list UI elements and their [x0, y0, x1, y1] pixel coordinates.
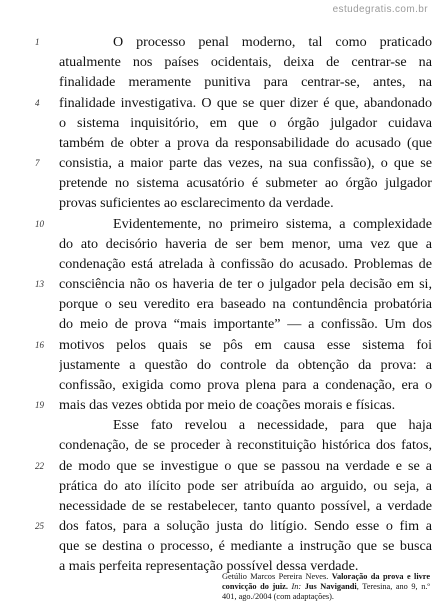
line-number: 22: [35, 460, 44, 471]
line-text: consistia, a maior parte das vezes, na sua confissão), o que se: [59, 155, 432, 172]
text-line: [0, 193, 434, 213]
line-text: dos fatos, para a solução justa do litígio. Sendo esse o fim a: [59, 518, 432, 535]
text-line: [0, 375, 434, 395]
line-text: condenação, de se proceder à reconstituição histórica dos fatos,: [59, 437, 432, 454]
text-line: [0, 516, 434, 536]
text-line: [0, 254, 434, 274]
line-text: necessidade de se restabelecer, tanto quanto possível, a verdade: [59, 497, 432, 514]
text-line: [0, 395, 434, 415]
line-number: 7: [35, 158, 40, 169]
line-number: 10: [35, 218, 44, 229]
source-author: Getúlio Marcos Pereira Neves.: [222, 572, 332, 581]
line-text: prática do ato ilícito pode ser atribuída ao arguido, ou seja, a: [59, 477, 432, 494]
source-citation: [222, 572, 430, 602]
source-in-label: In:: [287, 582, 305, 591]
text-line: [0, 133, 434, 153]
text-line: [0, 234, 434, 254]
text-line: [0, 496, 434, 516]
line-text: de modo que se investigue o que se passou na verdade e se a: [59, 457, 432, 474]
line-text: confissão, exigida como prova plena para a condenação, era o: [59, 376, 432, 393]
line-number: 19: [35, 400, 44, 411]
line-text: pretende no sistema acusatório é submeter ao órgão julgador: [59, 175, 432, 192]
passage-text: [0, 32, 434, 577]
text-line: [0, 274, 434, 294]
line-text: provas suficientes ao esclarecimento da verdade.: [59, 195, 334, 212]
text-line: [0, 355, 434, 375]
line-number: 1: [35, 37, 40, 47]
line-text: O processo penal moderno, tal como praticado: [113, 34, 432, 50]
line-number: 25: [35, 521, 44, 532]
line-text: finalidade investigativa. O que se quer dizer é que, abandonado: [59, 94, 432, 111]
line-text: que se destina o processo, é mediante a instrução que se busca: [59, 538, 432, 555]
line-text: atualmente nos países ocidentais, deixa de centrar-se na: [59, 54, 432, 71]
line-text: mais das vezes obtida por meio de coações morais e físicas.: [59, 397, 396, 414]
line-text: do meio de prova “mais importante” — a confissão. Um dos: [59, 316, 432, 333]
watermark: estudegratis.com.br: [332, 4, 428, 15]
text-line: [0, 72, 434, 92]
text-line: [0, 314, 434, 334]
line-number: 16: [35, 339, 44, 350]
line-text: o sistema inquisitório, em que o órgão julgador cuidava: [59, 114, 432, 131]
source-title: Valoração da prova e livre convicção do juiz.: [222, 572, 431, 591]
text-line: [0, 153, 434, 173]
text-line: [0, 335, 434, 355]
text-line: [0, 173, 434, 193]
text-line: [0, 32, 434, 52]
line-text: consciência não os haveria de ter o julgador pela decisão em si,: [59, 276, 432, 293]
source-journal: Jus Navigandi: [304, 582, 357, 591]
text-line: [0, 456, 434, 476]
text-line: [0, 415, 434, 435]
text-line: [0, 435, 434, 455]
line-text: condenação está atrelada à confissão do acusado. Problemas de: [59, 255, 432, 272]
line-number: 4: [35, 97, 40, 108]
line-text: justamente a questão do controle da obtenção da prova: a: [59, 356, 432, 373]
line-number: 13: [35, 279, 44, 290]
text-line: [0, 52, 434, 72]
text-line: [0, 214, 434, 234]
line-text: a mais perfeita representação possível dessa verdade.: [59, 558, 359, 575]
source-details: , Teresina, ano 9, n.º 401, ago./2004 (com adaptações).: [222, 582, 430, 601]
line-text: porque o seu veredito era baseado na contundência probatória: [59, 296, 432, 313]
line-text: finalidade meramente punitiva para centrar-se, antes, na: [59, 74, 432, 91]
line-text: motivos pelos quais se pôs em causa esse sistema foi: [59, 336, 432, 353]
line-text: também de obter a prova da responsabilidade do acusado (que: [59, 134, 432, 151]
text-line: [0, 476, 434, 496]
text-line: [0, 536, 434, 556]
text-line: [0, 93, 434, 113]
line-text: do ato decisório haveria de ser bem menor, uma vez que a: [59, 235, 432, 252]
text-line: [0, 294, 434, 314]
line-text: Esse fato revelou a necessidade, para que haja: [113, 417, 432, 434]
line-text: Evidentemente, no primeiro sistema, a complexidade: [113, 215, 432, 232]
text-line: [0, 113, 434, 133]
